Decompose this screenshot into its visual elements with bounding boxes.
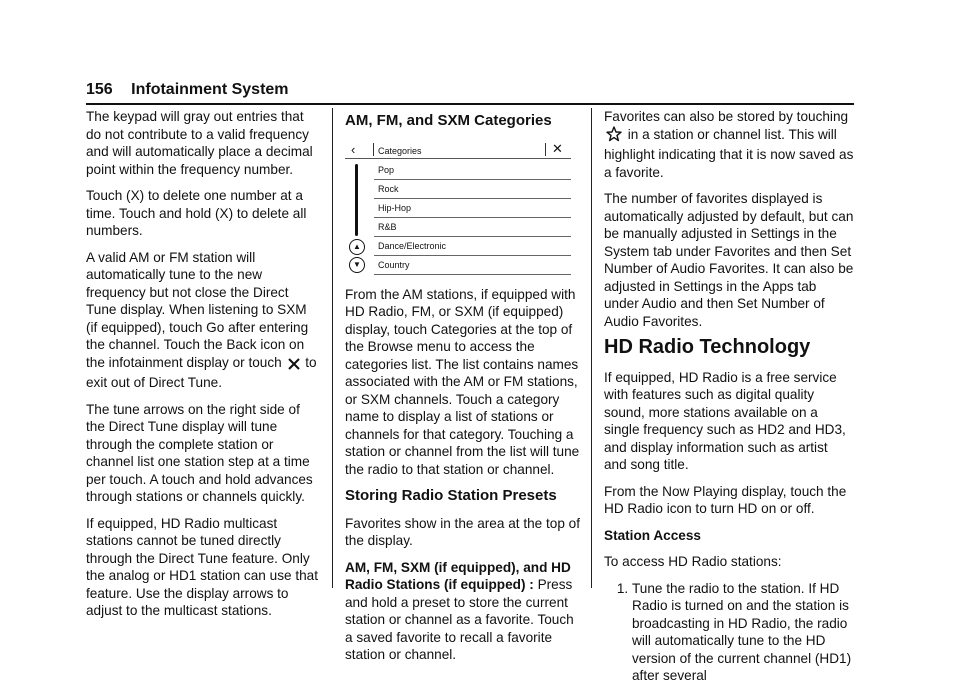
paragraph: From the AM stations, if equipped with HD Radio, FM, or SXM (if equipped) display, touch Categories at the top of the Browse menu to access the categories list. The list contains names associated with the AM or FM stations, or SXM channels. Touch a category name to display a list of stations or channels for that category. Touching a station or channel from the list will tune the radio to that station or channel.	[345, 286, 580, 477]
section-heading: HD Radio Technology	[604, 336, 811, 358]
paragraph-text: in a station or channel list. This will highlight indicating that it is now saved as a favorite.	[604, 126, 854, 180]
screen-title: Categories	[378, 145, 422, 156]
close-icon	[288, 357, 300, 375]
section-heading: AM, FM, and SXM Categories	[345, 112, 552, 129]
bold-label: Station Access	[604, 527, 701, 543]
column-divider	[332, 108, 333, 588]
list-item: Pop	[374, 161, 571, 180]
list-item: Dance/Electronic	[374, 237, 571, 256]
subsection-heading: Storing Radio Station Presets	[345, 487, 557, 504]
paragraph: From the Now Playing display, touch the HD Radio icon to turn HD on or off.	[604, 483, 847, 516]
paragraph: To access HD Radio stations:	[604, 554, 782, 569]
paragraph: The number of favorites displayed is automatically adjusted by default, but can be manually adjusted in Settings in the System tab under Favorites and then Set Number of Audio Favorites. It can also be adjusted in Settings in the Apps tab under Audio and then Set Number of Audio Favorites.	[604, 191, 854, 329]
column-divider	[591, 108, 592, 588]
paragraph	[86, 249, 318, 392]
bold-lead: AM, FM, SXM (if equipped), and HD Radio Stations (if equipped) :	[345, 559, 571, 592]
scrollbar	[355, 164, 358, 236]
categories-screen-illustration	[345, 140, 571, 270]
list-item: Country	[374, 256, 571, 275]
numbered-list	[604, 580, 854, 685]
scroll-up-icon: ▲	[349, 239, 365, 255]
paragraph-text: Favorites can also be stored by touching	[604, 109, 849, 124]
list-item: Rock	[374, 180, 571, 199]
divider	[373, 143, 374, 156]
list-item: 1. Tune the radio to the station. If HD Radio is turned on and the station is broadcasting in HD Radio, the radio will automatically tune to the HD version of the current channel (HD1) after several	[632, 580, 854, 685]
paragraph: The keypad will gray out entries that do not contribute to a valid frequency and will automatically place a decimal point within the frequency number.	[86, 109, 313, 177]
back-arrow-icon: ‹	[351, 141, 356, 157]
paragraph: Favorites show in the area at the top of the display.	[345, 515, 581, 548]
paragraph: Touch (X) to delete one number at a time. Touch and hold (X) to delete all numbers.	[86, 188, 307, 238]
paragraph: The tune arrows on the right side of the Direct Tune display will tune through the complete station or channel list one station step at a time per touch. A touch and hold advances through stations or channels quickly.	[86, 401, 313, 504]
divider	[545, 143, 546, 156]
section-title: Infotainment System	[131, 81, 289, 98]
scroll-down-icon: ▼	[349, 257, 365, 273]
page-header	[86, 81, 854, 99]
paragraph: If equipped, HD Radio multicast stations cannot be tuned directly through the Direct Tune feature. Only the analog or HD1 station can use that feature. Use the display arrows to adjust to the multicast stations.	[86, 515, 318, 618]
paragraph-text: Press and hold a preset to store the current station or channel as a favorite. Touch a saved favorite to recall a favorite station or channel.	[345, 577, 574, 662]
list-item: Hip-Hop	[374, 199, 571, 218]
close-icon: ✕	[552, 140, 563, 156]
paragraph-text: to exit out of Direct Tune.	[86, 354, 317, 390]
paragraph-text: A valid AM or FM station will automatically tune to the new frequency but not close the Direct Tune display. When listening to SXM (if equipped), touch Go after entering the channel. Touch the Back icon on the infotainment display or touch	[86, 249, 309, 370]
header-rule	[86, 103, 854, 105]
column-1	[86, 108, 318, 629]
column-2	[345, 108, 581, 673]
category-list	[374, 161, 571, 275]
paragraph	[604, 108, 854, 181]
star-icon	[606, 126, 622, 147]
column-3	[604, 108, 854, 689]
list-item: R&B	[374, 218, 571, 237]
page-number: 156	[86, 81, 113, 98]
paragraph	[345, 559, 581, 664]
paragraph: If equipped, HD Radio is a free service with features such as digital quality sound, more stations available on a single frequency such as HD2 and HD3, and display information such as artist and song title.	[604, 369, 846, 472]
